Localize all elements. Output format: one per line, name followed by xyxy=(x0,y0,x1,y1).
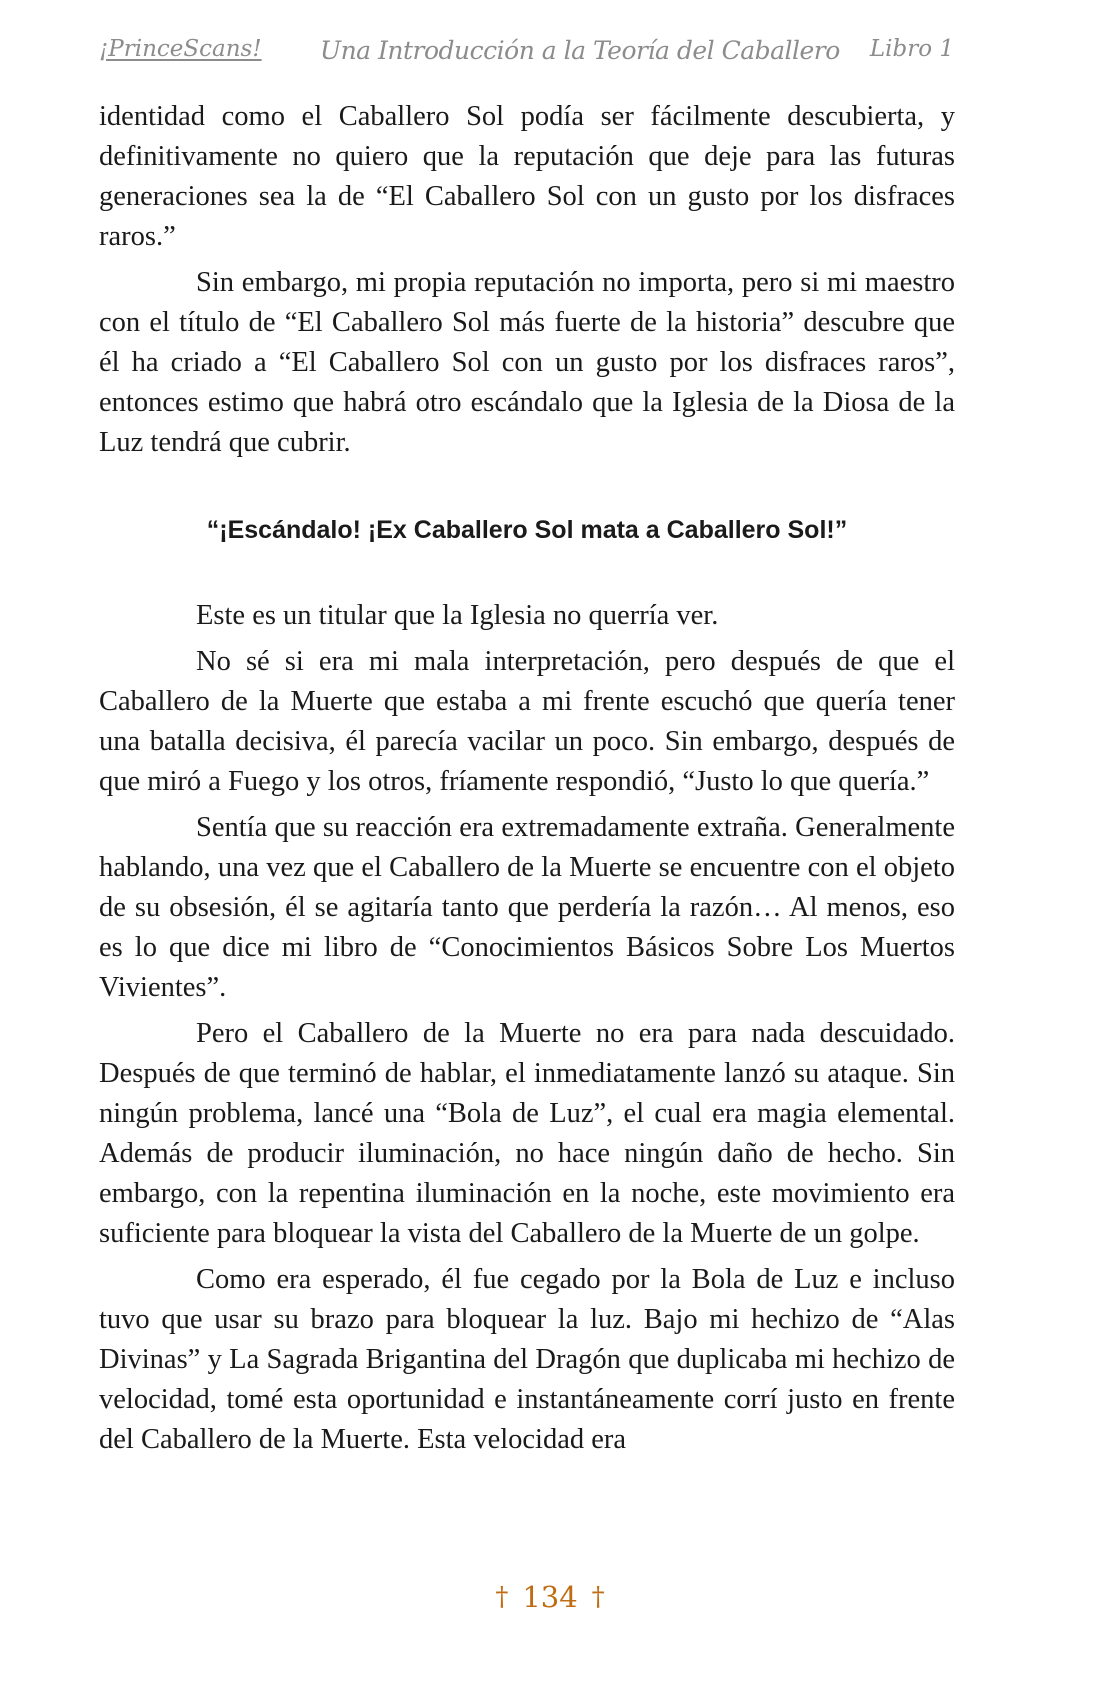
header-book-title: Una Introducción a la Teoría del Caballero xyxy=(320,36,840,65)
paragraph: Este es un titular que la Iglesia no querría ver. xyxy=(196,600,719,631)
headline-quote: “¡Escándalo! ¡Ex Caballero Sol mata a Caballero Sol!” xyxy=(206,516,848,544)
page-body-text xyxy=(99,97,955,1466)
paragraph: Sin embargo, mi propia reputación no importa, pero si mi maestro con el título de “El Caballero Sol más fuerte de la historia” descubre que él ha criado a “El Caballero Sol con un gusto por los disfraces raros”, entonces estimo que habrá otro escándalo que la Iglesia de la Diosa de la Luz tendrá que cubrir. xyxy=(99,267,955,458)
header-site-name: ¡PrinceScans! xyxy=(99,36,262,62)
right-cross-ornament-icon: † xyxy=(591,1582,605,1612)
header-volume-label: Libro 1 xyxy=(869,36,954,62)
paragraph: Pero el Caballero de la Muerte no era para nada descuidado. Después de que terminó de hablar, el inmediatamente lanzó su ataque. Sin ningún problema, lancé una “Bola de Luz”, el cual era magia elemental. Además de producir iluminación, no hace ningún daño de hecho. Sin embargo, con la repentina iluminación en la noche, este movimiento era suficiente para bloquear la vista del Caballero de la Muerte de un golpe. xyxy=(99,1018,955,1249)
paragraph: No sé si era mi mala interpretación, pero después de que el Caballero de la Muerte que estaba a mi frente escuchó que quería tener una batalla decisiva, él parecía vacilar un poco. Sin embargo, después de que miró a Fuego y los otros, fríamente respondió, “Justo lo que quería.” xyxy=(99,646,955,797)
paragraph-continued: identidad como el Caballero Sol podía ser fácilmente descubierta, y definitivamente no quiero que la reputación que deje para las futuras generaciones sea la de “El Caballero Sol con un gusto por los disfraces raros.” xyxy=(99,101,955,252)
paragraph: Como era esperado, él fue cegado por la Bola de Luz e incluso tuvo que usar su brazo para bloquear la luz. Bajo mi hechizo de “Alas Divinas” y La Sagrada Brigantina del Dragón que duplicaba mi hechizo de velocidad, tomé esta oportunidad e instantáneamente corrí justo en frente del Caballero de la Muerte. Esta velocidad era xyxy=(99,1264,955,1455)
left-cross-ornament-icon: † xyxy=(495,1582,509,1612)
page-footer xyxy=(0,1580,1100,1614)
paragraph: Sentía que su reacción era extremadamente extraña. Generalmente hablando, una vez que el Caballero de la Muerte se encuentre con el objeto de su obsesión, él se agitaría tanto que perdería la razón… Al menos, eso es lo que dice mi libro de “Conocimientos Básicos Sobre Los Muertos Vivientes”. xyxy=(99,812,955,1003)
page-number: 134 xyxy=(522,1580,578,1614)
running-header xyxy=(99,36,954,76)
